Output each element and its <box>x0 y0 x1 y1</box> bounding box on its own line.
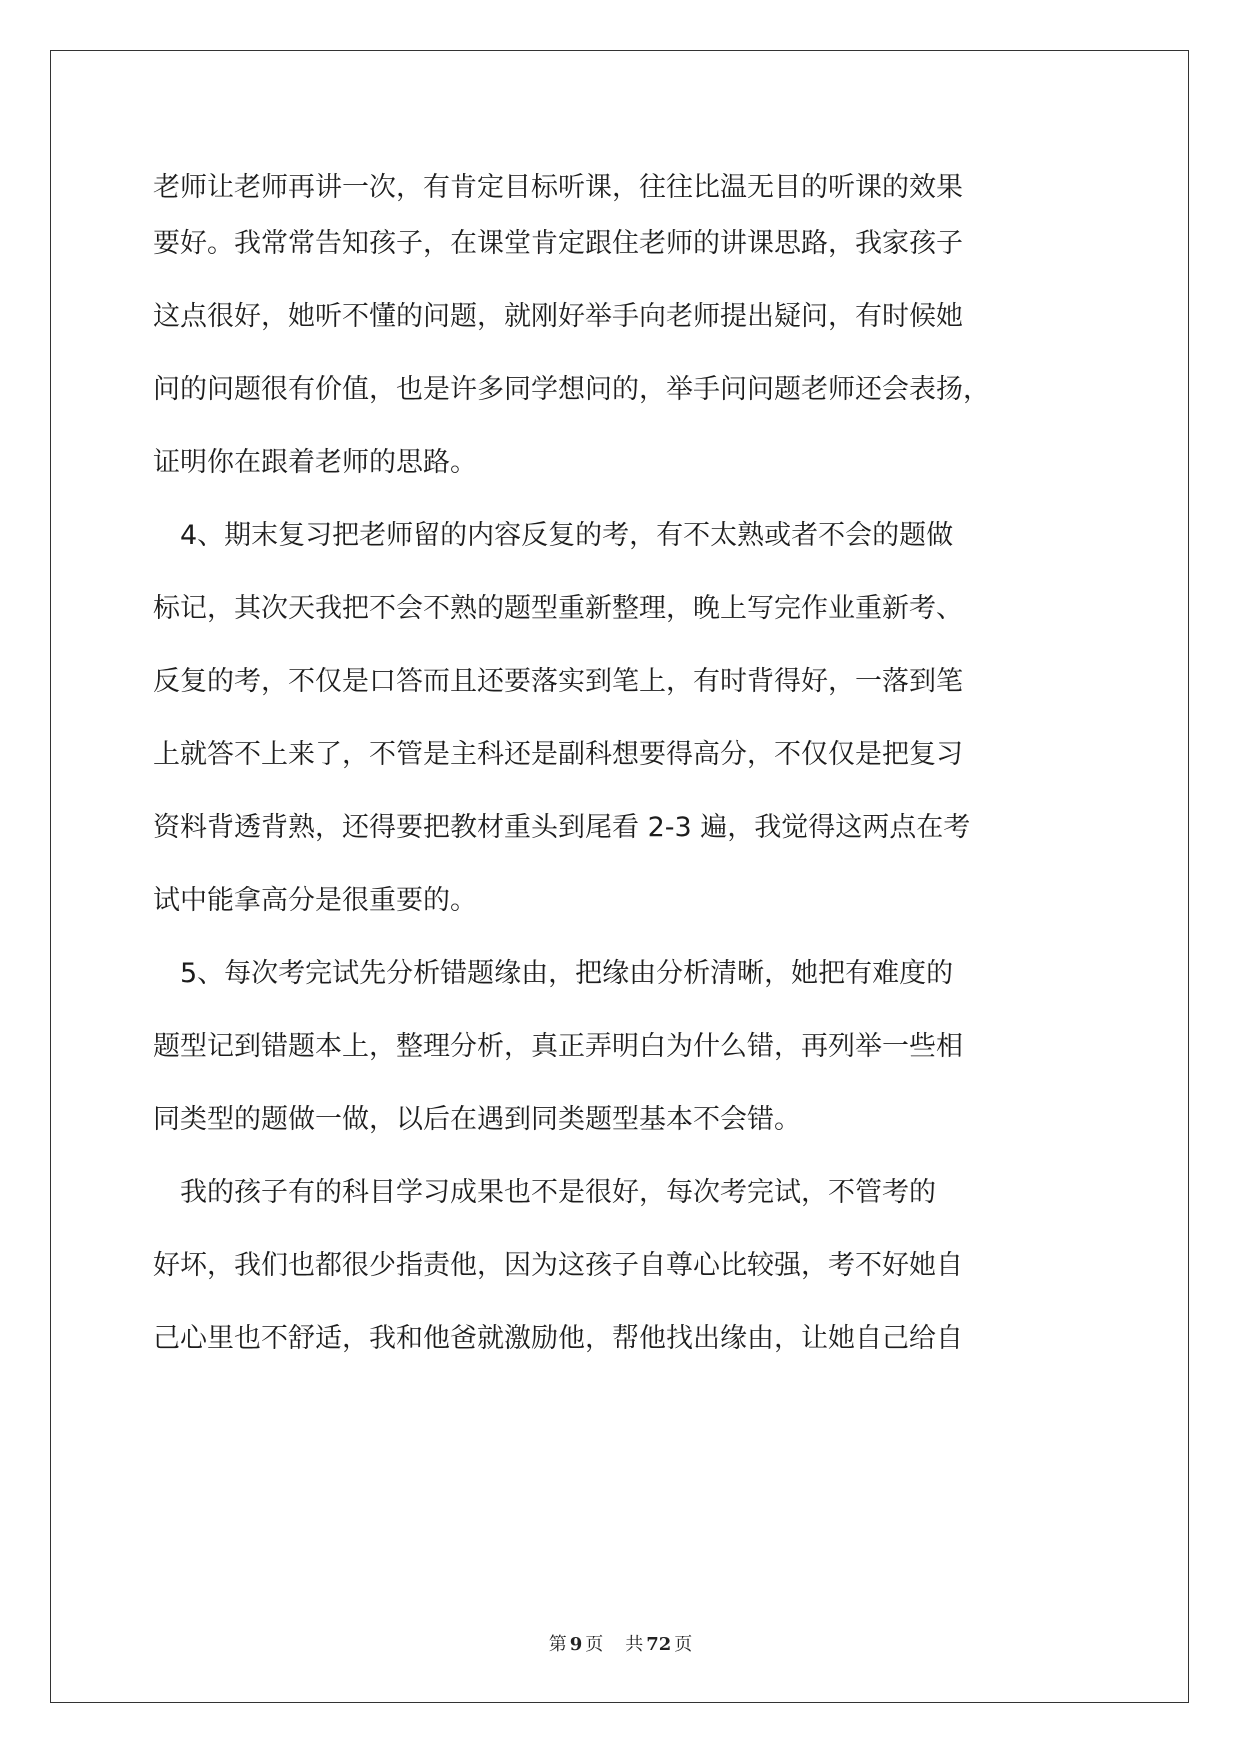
total-suffix: 页 <box>674 1634 693 1655</box>
text-line: 题型记到错题本上，整理分析，真正弄明白为什么错，再列举一些相 <box>153 1031 963 1062</box>
text-line: 标记，其次天我把不会不熟的题型重新整理，晚上写完作业重新考、 <box>153 593 963 624</box>
text-line: 同类型的题做一做，以后在遇到同类题型基本不会错。 <box>153 1104 801 1135</box>
paragraph-start-line: 5、每次考完试先分析错题缘由，把缘由分析清晰，她把有难度的 <box>153 958 954 989</box>
text-line: 要好。我常常告知孩子，在课堂肯定跟住老师的讲课思路，我家孩子 <box>153 228 963 259</box>
page-total-number: 72 <box>646 1634 672 1655</box>
text-line: 证明你在跟着老师的思路。 <box>153 447 477 478</box>
paragraph-start-line: 我的孩子有的科目学习成果也不是很好，每次考完试，不管考的 <box>153 1177 936 1208</box>
text-line: 己心里也不舒适，我和他爸就激励他，帮他找出缘由，让她自己给自 <box>153 1323 963 1354</box>
page-prefix: 第 <box>548 1634 567 1655</box>
text-line: 试中能拿高分是很重要的。 <box>153 885 477 916</box>
total-prefix: 共 <box>625 1634 644 1655</box>
text-line: 老师让老师再讲一次，有肯定目标听课，往往比温无目的听课的效果 <box>153 172 963 203</box>
text-line: 反复的考，不仅是口答而且还要落实到笔上，有时背得好，一落到笔 <box>153 666 963 697</box>
text-line: 上就答不上来了，不管是主科还是副科想要得高分，不仅仅是把复习 <box>153 739 963 770</box>
page-suffix: 页 <box>585 1634 604 1655</box>
text-line: 这点很好，她听不懂的问题，就刚好举手向老师提出疑问，有时候她 <box>153 301 963 332</box>
text-line: 问的问题很有价值，也是许多同学想问的，举手问问题老师还会表扬， <box>153 374 990 405</box>
text-line: 资料背透背熟，还得要把教材重头到尾看 2-3 遍，我觉得这两点在考 <box>153 812 971 843</box>
page-footer <box>0 1630 1241 1656</box>
text-line: 好坏，我们也都很少指责他，因为这孩子自尊心比较强，考不好她自 <box>153 1250 963 1281</box>
page-current-number: 9 <box>569 1634 583 1655</box>
paragraph-start-line: 4、期末复习把老师留的内容反复的考，有不太熟或者不会的题做 <box>153 520 954 551</box>
